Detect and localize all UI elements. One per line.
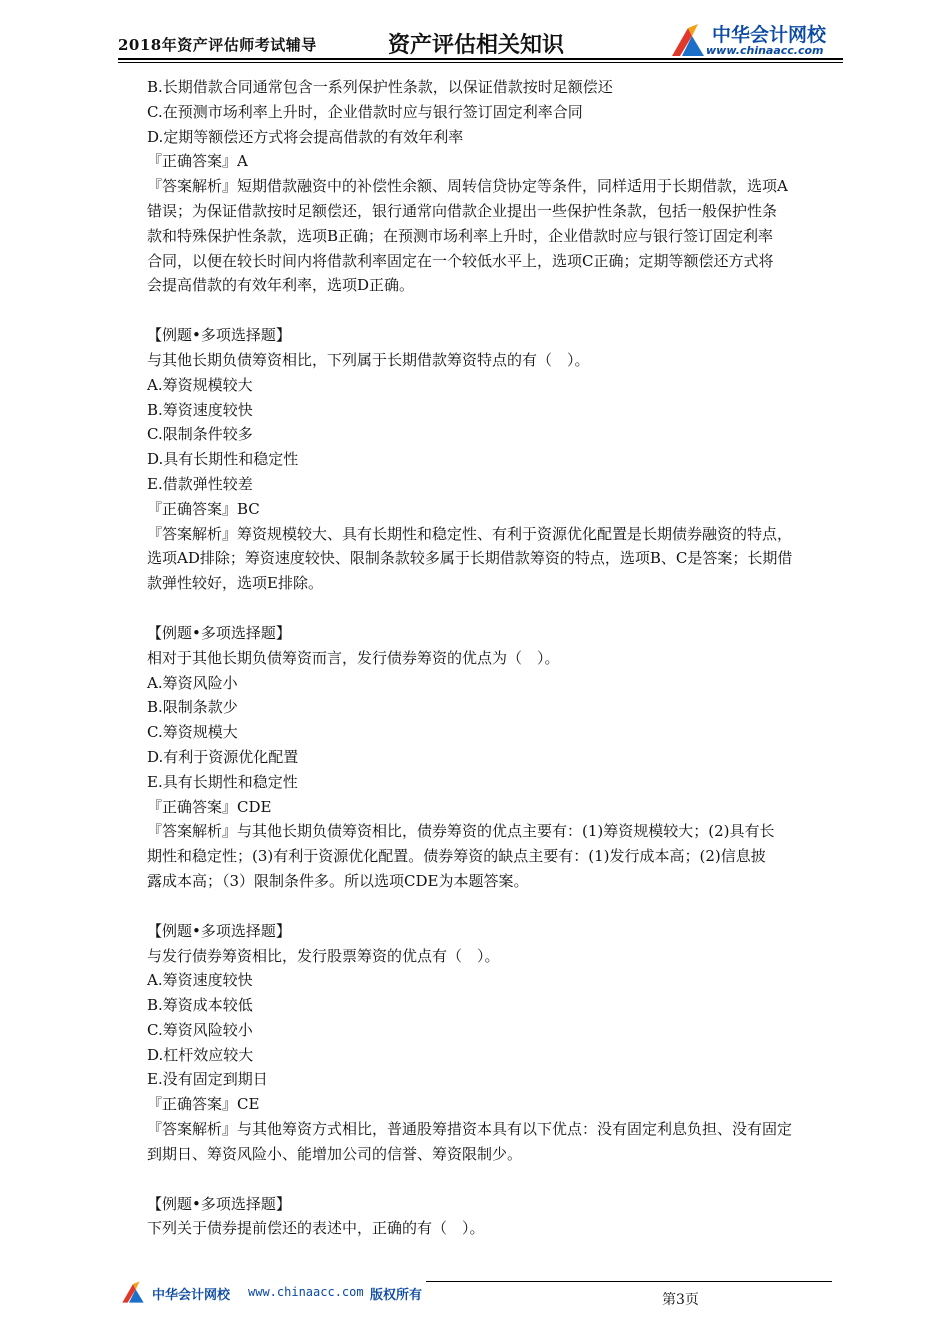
text-line: 『答案解析』短期借款融资中的补偿性余额、周转信贷协定等条件，同样适用于长期借款，选项A <box>147 177 788 196</box>
text-line: B.筹资速度较快 <box>147 400 253 419</box>
text-line: 到期日、筹资风险小、能增加公司的信誉、筹资限制少。 <box>147 1144 523 1163</box>
header-title: 资产评估相关知识 <box>388 32 565 58</box>
header-logo-name: 中华会计网校 <box>712 24 827 46</box>
text-line: B.限制条款少 <box>147 698 238 717</box>
blank-line <box>147 596 847 621</box>
footer-logo-name: 中华会计网校 <box>152 1288 231 1303</box>
text-line: D.有利于资源优化配置 <box>147 747 299 766</box>
document-body <box>147 75 847 1241</box>
text-line: 选项AD排除；筹资速度较快、限制条款较多属于长期借款筹资的特点，选项B、C是答案；长期借 <box>147 549 793 568</box>
text-line: 露成本高；（3）限制条件多。所以选项CDE为本题答案。 <box>147 871 529 890</box>
text-line: 『答案解析』与其他筹资方式相比，普通股筹措资本具有以下优点：没有固定利息负担、没有固定 <box>147 1120 793 1139</box>
text-line: 『正确答案』CE <box>147 1095 260 1114</box>
footer-url[interactable]: www.chinaacc.com <box>248 1285 364 1299</box>
header-rule <box>118 58 843 60</box>
text-line: 『答案解析』筹资规模较大、具有长期性和稳定性、有利于资源优化配置是长期债券融资的特点， <box>147 524 793 543</box>
blank-line <box>147 894 847 919</box>
text-line: 错误；为保证借款按时足额偿还，银行通常向借款企业提出一些保护性条款，包括一般保护性条 <box>147 201 778 220</box>
text-line: 下列关于债券提前偿还的表述中，正确的有（ ）。 <box>147 1219 485 1238</box>
text-line: E.借款弹性较差 <box>147 474 253 493</box>
page-header <box>118 18 843 62</box>
text-line: D.杠杆效应较大 <box>147 1045 254 1064</box>
header-course-label: 2018年资产评估师考试辅导 <box>118 36 317 54</box>
footer-rule <box>426 1281 832 1282</box>
text-line: D.具有长期性和稳定性 <box>147 450 299 469</box>
text-line: E.没有固定到期日 <box>147 1070 268 1089</box>
text-line: 款和特殊保护性条款，选项B正确；在预测市场利率上升时，企业借款时应与银行签订固定利率 <box>147 226 774 245</box>
text-line: D.定期等额偿还方式将会提高借款的有效年利率 <box>147 127 464 146</box>
text-line: A.筹资速度较快 <box>147 971 253 990</box>
text-line: 『正确答案』A <box>147 152 248 171</box>
text-line: 会提高借款的有效年利率，选项D正确。 <box>147 276 415 295</box>
text-line: 『正确答案』BC <box>147 499 260 518</box>
text-line: B.长期借款合同通常包含一系列保护性条款，以保证借款按时足额偿还 <box>147 78 613 96</box>
text-line: 『答案解析』与其他长期负债筹资相比，债券筹资的优点主要有：(1)筹资规模较大；(2)具有长 <box>147 822 775 841</box>
logo-mark-icon <box>668 22 708 58</box>
header-rule-thin <box>118 62 843 63</box>
page-number: 第3页 <box>662 1292 699 1308</box>
text-line: 【例题•多项选择题】 <box>147 326 291 345</box>
text-line: 与其他长期负债筹资相比，下列属于长期借款筹资特点的有（ ）。 <box>147 350 590 369</box>
text-line: 款弹性较好，选项E排除。 <box>147 574 323 593</box>
header-logo-url: www.chinaacc.com <box>706 44 824 57</box>
blank-line <box>147 1167 847 1192</box>
text-line: 『正确答案』CDE <box>147 797 272 816</box>
text-line: 相对于其他长期负债筹资而言，发行债券筹资的优点为（ ）。 <box>147 648 560 667</box>
text-line: 【例题•多项选择题】 <box>147 1194 291 1213</box>
text-line: C.在预测市场利率上升时，企业借款时应与银行签订固定利率合同 <box>147 102 583 121</box>
footer-logo-mark-icon <box>118 1280 148 1304</box>
text-line: 与发行债券筹资相比，发行股票筹资的优点有（ ）。 <box>147 946 500 965</box>
text-line: B.筹资成本较低 <box>147 996 253 1015</box>
text-line: 【例题•多项选择题】 <box>147 921 291 940</box>
footer-copyright: 版权所有 <box>370 1288 423 1303</box>
text-line: E.具有长期性和稳定性 <box>147 772 298 791</box>
text-line: C.筹资风险较小 <box>147 1020 253 1039</box>
blank-line <box>147 298 847 323</box>
text-line: 期性和稳定性；(3)有利于资源优化配置。债券筹资的缺点主要有：(1)发行成本高；(2)信息披 <box>147 847 766 866</box>
text-line: 合同，以便在较长时间内将借款利率固定在一个较低水平上，选项C正确；定期等额偿还方式将 <box>147 251 774 270</box>
text-line: C.限制条件较多 <box>147 425 253 444</box>
header-logo[interactable] <box>668 20 843 60</box>
text-line: A.筹资风险小 <box>147 673 238 692</box>
text-line: C.筹资规模大 <box>147 723 238 742</box>
text-line: 【例题•多项选择题】 <box>147 623 291 642</box>
text-line: A.筹资规模较大 <box>147 375 253 394</box>
